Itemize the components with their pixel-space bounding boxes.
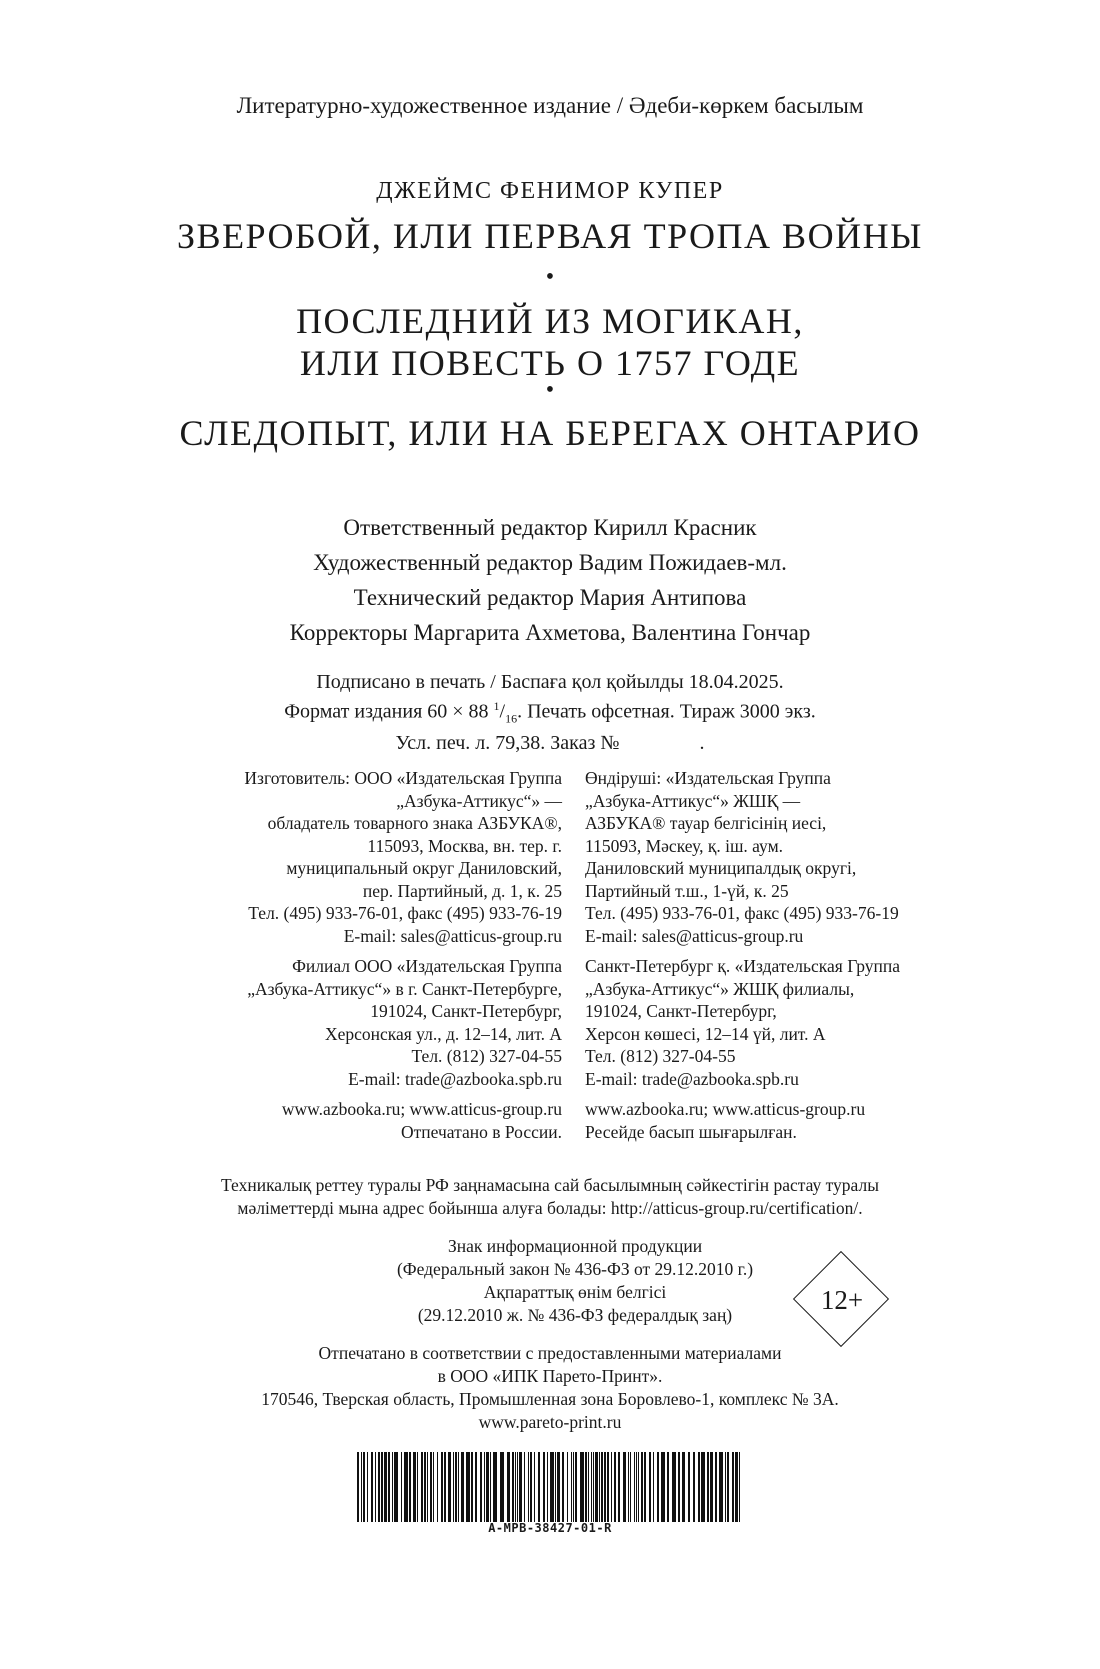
- barcode-bar: [701, 1452, 705, 1522]
- barcode-bar: [538, 1452, 540, 1522]
- text-line: Тел. (812) 327-04-55: [411, 1046, 562, 1066]
- barcode-bar: [404, 1452, 408, 1522]
- barcode-bar: [378, 1452, 380, 1522]
- barcode-bar: [448, 1452, 451, 1522]
- barcode-bar: [557, 1452, 560, 1522]
- author-name: ДЖЕЙМС ФЕНИМОР КУПЕР: [376, 178, 724, 204]
- barcode-bar: [688, 1452, 690, 1522]
- publisher-column-kz: [585, 767, 1005, 1151]
- barcode-label: A-MPB-38427-01-R: [488, 1521, 612, 1535]
- barcode-bar: [543, 1452, 545, 1522]
- text-line: Техникалық реттеу туралы РФ заңнамасына сай басылымның сәйкестігін растау туралы: [221, 1175, 879, 1195]
- barcode-bar: [357, 1452, 359, 1522]
- title-separator: •: [545, 377, 555, 403]
- text-line: (29.12.2010 ж. № 436-ФЗ федералдық заң): [417, 1305, 733, 1325]
- barcode-bar: [515, 1452, 516, 1522]
- barcode-bar: [519, 1452, 522, 1522]
- barcode-bar: [636, 1452, 637, 1522]
- barcode-bar: [381, 1452, 383, 1522]
- barcode-bar: [550, 1452, 554, 1522]
- barcode-bar: [644, 1452, 646, 1522]
- barcode-bar: [555, 1452, 556, 1522]
- barcode-bar: [667, 1452, 669, 1522]
- barcode-bar: [507, 1452, 510, 1522]
- text-line: Санкт-Петербург қ. «Издательская Группа: [585, 956, 900, 976]
- text-line: 115093, Мәскеу, қ. іш. аум.: [585, 835, 784, 856]
- barcode-bar: [384, 1452, 387, 1522]
- web-block-kz: [585, 1098, 1005, 1143]
- barcode-bar: [575, 1452, 577, 1522]
- barcode-bar: [401, 1452, 402, 1522]
- book-title-2-line-2: ИЛИ ПОВЕСТЬ О 1757 ГОДЕ: [299, 343, 801, 383]
- barcode-bar: [417, 1452, 418, 1522]
- barcode-bar: [392, 1452, 393, 1522]
- book-title-2-line-1: ПОСЛЕДНИЙ ИЗ МОГИКАН,: [296, 301, 804, 341]
- format-denominator: 16: [505, 711, 518, 726]
- barcode-bar: [653, 1452, 654, 1522]
- age-rating-badge: [792, 1250, 892, 1350]
- barcode-bar: [727, 1452, 729, 1522]
- barcode-bar: [528, 1452, 529, 1522]
- barcode-bar: [693, 1452, 695, 1522]
- text-line: пер. Партийный, д. 1, к. 25: [362, 880, 562, 901]
- barcode-bar: [562, 1452, 564, 1522]
- barcode-bar: [375, 1452, 376, 1522]
- text-line: „Азбука-Аттикус“» —: [396, 790, 562, 811]
- text-line: Партийный т.ш., 1-үй, к. 25: [585, 880, 789, 901]
- barcode-bar: [444, 1452, 446, 1522]
- barcode-bar: [661, 1452, 665, 1522]
- format-slash: /: [499, 700, 506, 723]
- signed-to-print: Подписано в печать / Баспаға қол қойылды 18.04.2025.: [316, 671, 784, 693]
- branch-block-kz: [585, 955, 1005, 1090]
- book-title-1: ЗВЕРОБОЙ, ИЛИ ПЕРВАЯ ТРОПА ВОЙНЫ: [177, 216, 923, 256]
- barcode-bar: [678, 1452, 680, 1522]
- barcode-bar: [484, 1452, 485, 1522]
- text-line: 191024, Санкт-Петербург,: [585, 1001, 777, 1021]
- text-line: „Азбука-Аттикус“» ЖШҚ филиалы,: [585, 978, 855, 999]
- barcode-bar: [604, 1452, 606, 1522]
- barcode-bar: [607, 1452, 609, 1522]
- barcode-bar: [593, 1452, 594, 1522]
- format-numerator: 1: [493, 699, 500, 713]
- barcode-bar: [517, 1452, 518, 1522]
- barcode-bar: [623, 1452, 626, 1522]
- barcode: [357, 1452, 743, 1522]
- format-prefix: Формат издания 60 × 88: [284, 700, 489, 723]
- barcode-bar: [367, 1452, 368, 1522]
- sheets-order-line: Усл. печ. л. 79,38. Заказ № .: [395, 731, 705, 754]
- text-line: „Азбука-Аттикус“» ЖШҚ —: [585, 790, 801, 811]
- text-line: муниципальный округ Даниловский,: [286, 858, 562, 878]
- barcode-bar: [524, 1452, 525, 1522]
- text-line: Тел. (495) 933-76-01, факс (495) 933-76-19: [585, 903, 899, 923]
- barcode-bar: [413, 1452, 416, 1522]
- barcode-bar: [441, 1452, 443, 1522]
- barcode-bar: [599, 1452, 600, 1522]
- publisher-column-ru: [130, 767, 562, 1151]
- print-info: [0, 670, 1100, 755]
- text-line: обладатель товарного знака АЗБУКА®,: [267, 813, 562, 833]
- manufacturer-block-ru: [130, 767, 562, 947]
- email-line: E-mail: trade@azbooka.spb.ru: [585, 1068, 799, 1089]
- barcode-bar: [739, 1452, 740, 1522]
- barcode-bar: [735, 1452, 738, 1522]
- barcode-bar: [698, 1452, 700, 1522]
- credit-line: Ответственный редактор Кирилл Красник: [343, 515, 757, 540]
- barcode-bar: [638, 1452, 639, 1522]
- barcode-bar: [672, 1452, 676, 1522]
- branch-block-ru: [130, 955, 562, 1090]
- age-rating-label: 12+: [820, 1285, 864, 1315]
- printer-info: [0, 1342, 1100, 1434]
- barcode-bar: [461, 1452, 464, 1522]
- barcode-bar: [628, 1452, 629, 1522]
- barcode-bar: [424, 1452, 426, 1522]
- barcode-bar: [601, 1452, 603, 1522]
- website-line: www.pareto-print.ru: [478, 1412, 622, 1432]
- editorial-credits: [0, 510, 1100, 650]
- text-line: Өндіруші: «Издательская Группа: [585, 768, 831, 788]
- barcode-bar: [715, 1452, 717, 1522]
- barcode-bar: [567, 1452, 568, 1522]
- email-line: E-mail: sales@atticus-group.ru: [585, 925, 804, 946]
- barcode-bar: [493, 1452, 497, 1522]
- barcode-bar: [732, 1452, 734, 1522]
- barcode-bar: [707, 1452, 709, 1522]
- barcode-bar: [409, 1452, 411, 1522]
- certification-note: [0, 1174, 1100, 1220]
- text-line: мәліметтерді мына адрес бойынша алуға болады: http://atticus-group.ru/certification/.: [237, 1198, 863, 1218]
- format-suffix: . Печать офсетная. Тираж 3000 экз.: [517, 700, 816, 723]
- barcode-bar: [475, 1452, 477, 1522]
- web-block-ru: [130, 1098, 562, 1143]
- barcode-bar: [591, 1452, 592, 1522]
- barcode-bar: [595, 1452, 598, 1522]
- barcode-bar: [682, 1452, 685, 1522]
- barcode-bar: [588, 1452, 589, 1522]
- barcode-bar: [394, 1452, 398, 1522]
- text-line: 191024, Санкт-Петербург,: [370, 1001, 562, 1021]
- text-line: Знак информационной продукции: [447, 1236, 703, 1256]
- barcode-bar: [480, 1452, 482, 1522]
- email-line: E-mail: sales@atticus-group.ru: [343, 925, 562, 946]
- website-line: www.azbooka.ru; www.atticus-group.ru: [281, 1099, 562, 1119]
- barcode-bar: [580, 1452, 584, 1522]
- text-line: Даниловский муниципалдық округі,: [585, 858, 857, 878]
- book-title-3: СЛЕДОПЫТ, ИЛИ НА БЕРЕГАХ ОНТАРИО: [179, 413, 921, 453]
- barcode-bar: [421, 1452, 423, 1522]
- barcode-bar: [471, 1452, 473, 1522]
- barcode-bar: [719, 1452, 723, 1522]
- barcode-bar: [614, 1452, 616, 1522]
- format-line: [0, 694, 1100, 731]
- manufacturer-block-kz: [585, 767, 1005, 947]
- barcode-bar: [437, 1452, 438, 1522]
- credit-line: Художественный редактор Вадим Пожидаев-мл.: [313, 550, 787, 575]
- barcode-bar: [573, 1452, 574, 1522]
- text-line: 115093, Москва, вн. тер. г.: [367, 835, 562, 856]
- text-line: Ақпараттық өнім белгісі: [483, 1282, 667, 1302]
- title-separator: •: [545, 264, 555, 290]
- text-line: Отпечатано в соответствии с предоставленными материалами: [318, 1343, 782, 1363]
- barcode-bar: [657, 1452, 659, 1522]
- text-line: в ООО «ИПК Парето-Принт».: [437, 1366, 663, 1386]
- text-line: (Федеральный закон № 436-ФЗ от 29.12.2010 г.): [396, 1259, 754, 1279]
- age-rating-note: [340, 1235, 810, 1327]
- barcode-bar: [490, 1452, 491, 1522]
- barcode-bar: [725, 1452, 726, 1522]
- barcode-bar: [455, 1452, 457, 1522]
- text-line: Изготовитель: ООО «Издательская Группа: [244, 768, 562, 788]
- credit-line: Технический редактор Мария Антипова: [353, 585, 747, 610]
- barcode-bar: [611, 1452, 612, 1522]
- barcode-bar: [427, 1452, 428, 1522]
- barcode-bar: [618, 1452, 620, 1522]
- barcode-bar: [512, 1452, 514, 1522]
- printed-in-line: Отпечатано в России.: [401, 1121, 562, 1142]
- credit-line: Корректоры Маргарита Ахметова, Валентина Гончар: [289, 620, 811, 645]
- series-label: Литературно-художественное издание / Әдеби-көркем басылым: [236, 93, 864, 118]
- barcode-bar: [486, 1452, 489, 1522]
- book-title-2: [0, 300, 1100, 384]
- email-line: E-mail: trade@azbooka.spb.ru: [348, 1068, 562, 1089]
- barcode-bar: [530, 1452, 532, 1522]
- text-line: 170546, Тверская область, Промышленная зона Боровлево-1, комплекс № 3А.: [261, 1389, 839, 1409]
- barcode-bar: [547, 1452, 548, 1522]
- barcode-bar: [641, 1452, 643, 1522]
- text-line: Тел. (812) 327-04-55: [585, 1046, 736, 1066]
- barcode-bar: [458, 1452, 459, 1522]
- barcode-bar: [571, 1452, 572, 1522]
- barcode-bar: [534, 1452, 535, 1522]
- barcode-bar: [634, 1452, 635, 1522]
- text-line: Херсонская ул., д. 12–14, лит. А: [324, 1023, 562, 1044]
- text-line: Херсон көшесі, 12–14 үй, лит. А: [585, 1023, 826, 1044]
- barcode-bar: [649, 1452, 651, 1522]
- text-line: Филиал ООО «Издательская Группа: [292, 956, 562, 976]
- barcode-bar: [585, 1452, 587, 1522]
- text-line: АЗБУКА® тауар белгісінің иесі,: [585, 813, 827, 833]
- barcode-bar: [361, 1452, 362, 1522]
- barcode-bar: [630, 1452, 631, 1522]
- barcode-bar: [363, 1452, 365, 1522]
- barcode-bar: [500, 1452, 504, 1522]
- printed-in-line: Ресейде басып шығарылған.: [585, 1121, 797, 1142]
- barcode-bar: [710, 1452, 713, 1522]
- barcode-bar: [388, 1452, 390, 1522]
- barcode-bar: [371, 1452, 373, 1522]
- barcode-bar: [453, 1452, 454, 1522]
- barcode-bar: [433, 1452, 434, 1522]
- text-line: „Азбука-Аттикус“» в г. Санкт-Петербурге,: [247, 978, 562, 999]
- barcode-bar: [430, 1452, 432, 1522]
- website-line: www.azbooka.ru; www.atticus-group.ru: [585, 1099, 866, 1119]
- barcode-bar: [466, 1452, 470, 1522]
- text-line: Тел. (495) 933-76-01, факс (495) 933-76-19: [248, 903, 562, 923]
